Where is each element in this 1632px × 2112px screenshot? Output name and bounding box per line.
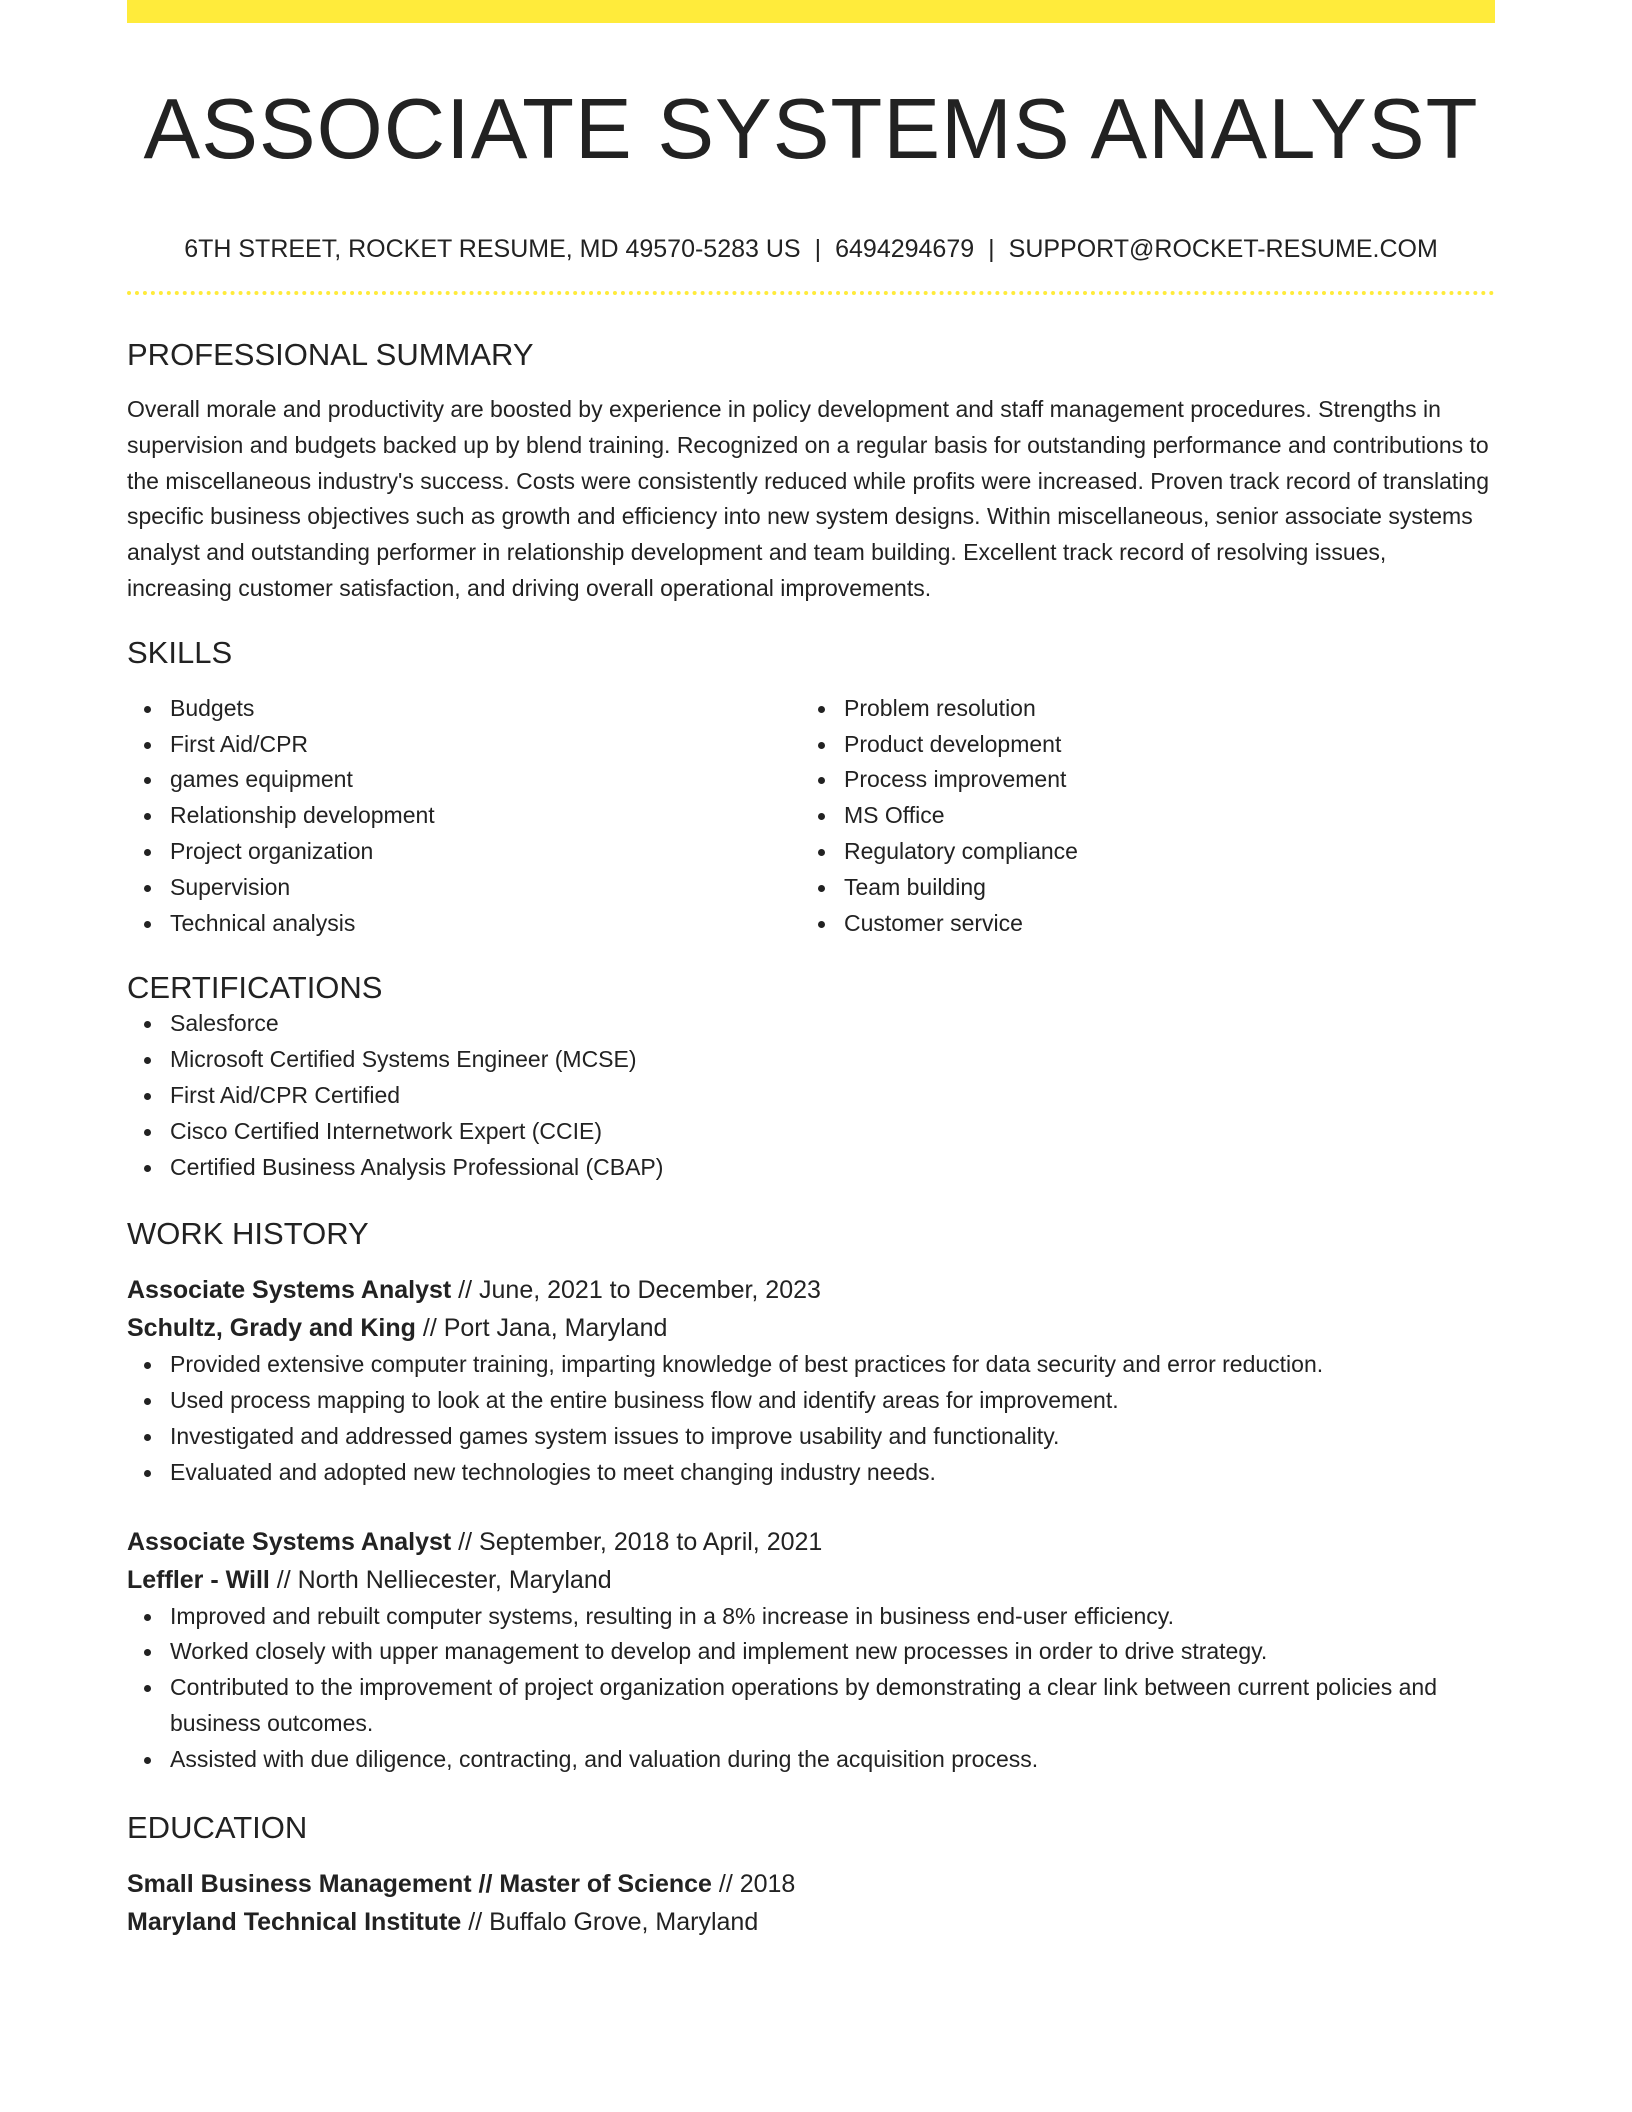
- skill-item: Team building: [844, 870, 1475, 906]
- job-entry: [127, 1523, 1495, 1778]
- certifications-heading: CERTIFICATIONS: [127, 970, 383, 1006]
- skill-item: Budgets: [170, 691, 801, 727]
- job-bullets: [127, 1599, 1495, 1778]
- skill-item: First Aid/CPR: [170, 727, 801, 763]
- education-location: // Buffalo Grove, Maryland: [461, 1907, 759, 1936]
- resume-name: ASSOCIATE SYSTEMS ANALYST: [143, 82, 1479, 177]
- job-title-line: [127, 1523, 1495, 1561]
- job-location: // Port Jana, Maryland: [415, 1314, 668, 1343]
- skill-item: Customer service: [844, 906, 1475, 942]
- certification-item: First Aid/CPR Certified: [170, 1078, 1495, 1114]
- skill-item: Supervision: [170, 870, 801, 906]
- education-school: Maryland Technical Institute: [127, 1907, 462, 1936]
- summary-heading: PROFESSIONAL SUMMARY: [127, 337, 534, 372]
- skill-item: Technical analysis: [170, 906, 801, 942]
- work-history-heading: WORK HISTORY: [127, 1216, 369, 1252]
- skills-list-right: [801, 691, 1475, 942]
- job-bullet: Assisted with due diligence, contracting, and valuation during the acquisition process.: [170, 1742, 1495, 1778]
- job-title-line: [127, 1271, 1495, 1309]
- contact-email: SUPPORT@ROCKET-RESUME.COM: [1008, 235, 1438, 263]
- skills-grid: [127, 691, 1495, 942]
- skill-item: MS Office: [844, 798, 1475, 834]
- skills-list-left: [127, 691, 801, 942]
- job-bullet: Worked closely with upper management to develop and implement new processes in order to drive strategy.: [170, 1634, 1495, 1670]
- skill-item: Problem resolution: [844, 691, 1475, 727]
- education-degree: Small Business Management // Master of Science: [127, 1869, 712, 1898]
- skill-item: Product development: [844, 727, 1475, 763]
- job-entry: [127, 1271, 1495, 1490]
- job-role: Associate Systems Analyst: [127, 1527, 452, 1556]
- education-entry: [127, 1865, 1495, 1941]
- job-dates: // September, 2018 to April, 2021: [451, 1527, 823, 1556]
- job-bullet: Contributed to the improvement of project organization operations by demonstrating a clear link between current policies and business outcomes.: [170, 1670, 1495, 1742]
- skills-column-left: [127, 691, 801, 942]
- education-degree-line: [127, 1865, 1495, 1903]
- skills-column-right: [801, 691, 1475, 942]
- skills-heading: SKILLS: [127, 634, 233, 670]
- job-bullets: [127, 1347, 1495, 1490]
- job-company-line: [127, 1309, 1495, 1347]
- contact-line: [127, 234, 1495, 264]
- certification-item: Cisco Certified Internetwork Expert (CCIE): [170, 1114, 1495, 1150]
- summary-text: Overall morale and productivity are boosted by experience in policy development and staff management procedures. Strengths in supervision and budgets backed up by blend training. Recognized on a regular basis for outstanding performance and contributions to the miscellaneous industry's success. Costs were consistently reduced while profits were increased. Proven track record of translating specific business objectives such as growth and efficiency into new system designs. Within miscellaneous, senior associate systems analyst and outstanding performer in relationship development and team building. Excellent track record of resolving issues, increasing customer satisfaction, and driving overall operational improvements.: [127, 396, 1489, 601]
- contact-separator: |: [988, 235, 995, 263]
- job-dates: // June, 2021 to December, 2023: [451, 1276, 821, 1305]
- job-bullet: Investigated and addressed games system issues to improve usability and functionality.: [170, 1419, 1495, 1455]
- job-bullet: Used process mapping to look at the entire business flow and identify areas for improvement.: [170, 1383, 1495, 1419]
- education-school-line: [127, 1903, 1495, 1941]
- skill-item: Project organization: [170, 834, 801, 870]
- skill-item: Regulatory compliance: [844, 834, 1475, 870]
- skill-item: games equipment: [170, 762, 801, 798]
- job-bullet: Evaluated and adopted new technologies to meet changing industry needs.: [170, 1455, 1495, 1491]
- job-company: Schultz, Grady and King: [127, 1314, 416, 1343]
- job-bullet: Provided extensive computer training, imparting knowledge of best practices for data security and error reduction.: [170, 1347, 1495, 1383]
- dotted-divider: [127, 291, 1495, 295]
- job-company: Leffler - Will: [127, 1565, 270, 1594]
- education-year: // 2018: [711, 1869, 796, 1898]
- job-role: Associate Systems Analyst: [127, 1276, 452, 1305]
- certification-item: Salesforce: [170, 1006, 1495, 1042]
- contact-separator: |: [814, 235, 822, 263]
- skill-item: Process improvement: [844, 762, 1475, 798]
- job-bullet: Improved and rebuilt computer systems, resulting in a 8% increase in business end-user efficiency.: [170, 1599, 1495, 1635]
- job-location: // North Nelliecester, Maryland: [269, 1565, 612, 1594]
- certification-item: Certified Business Analysis Professional (CBAP): [170, 1150, 1495, 1186]
- education-heading: EDUCATION: [127, 1809, 308, 1845]
- skill-item: Relationship development: [170, 798, 801, 834]
- contact-address: 6TH STREET, ROCKET RESUME, MD 49570-5283 US: [184, 235, 801, 263]
- resume-content: [127, 0, 1495, 1941]
- contact-phone: 6494294679: [835, 235, 975, 263]
- job-company-line: [127, 1561, 1495, 1599]
- certifications-list: [127, 1006, 1495, 1185]
- certification-item: Microsoft Certified Systems Engineer (MCSE): [170, 1042, 1495, 1078]
